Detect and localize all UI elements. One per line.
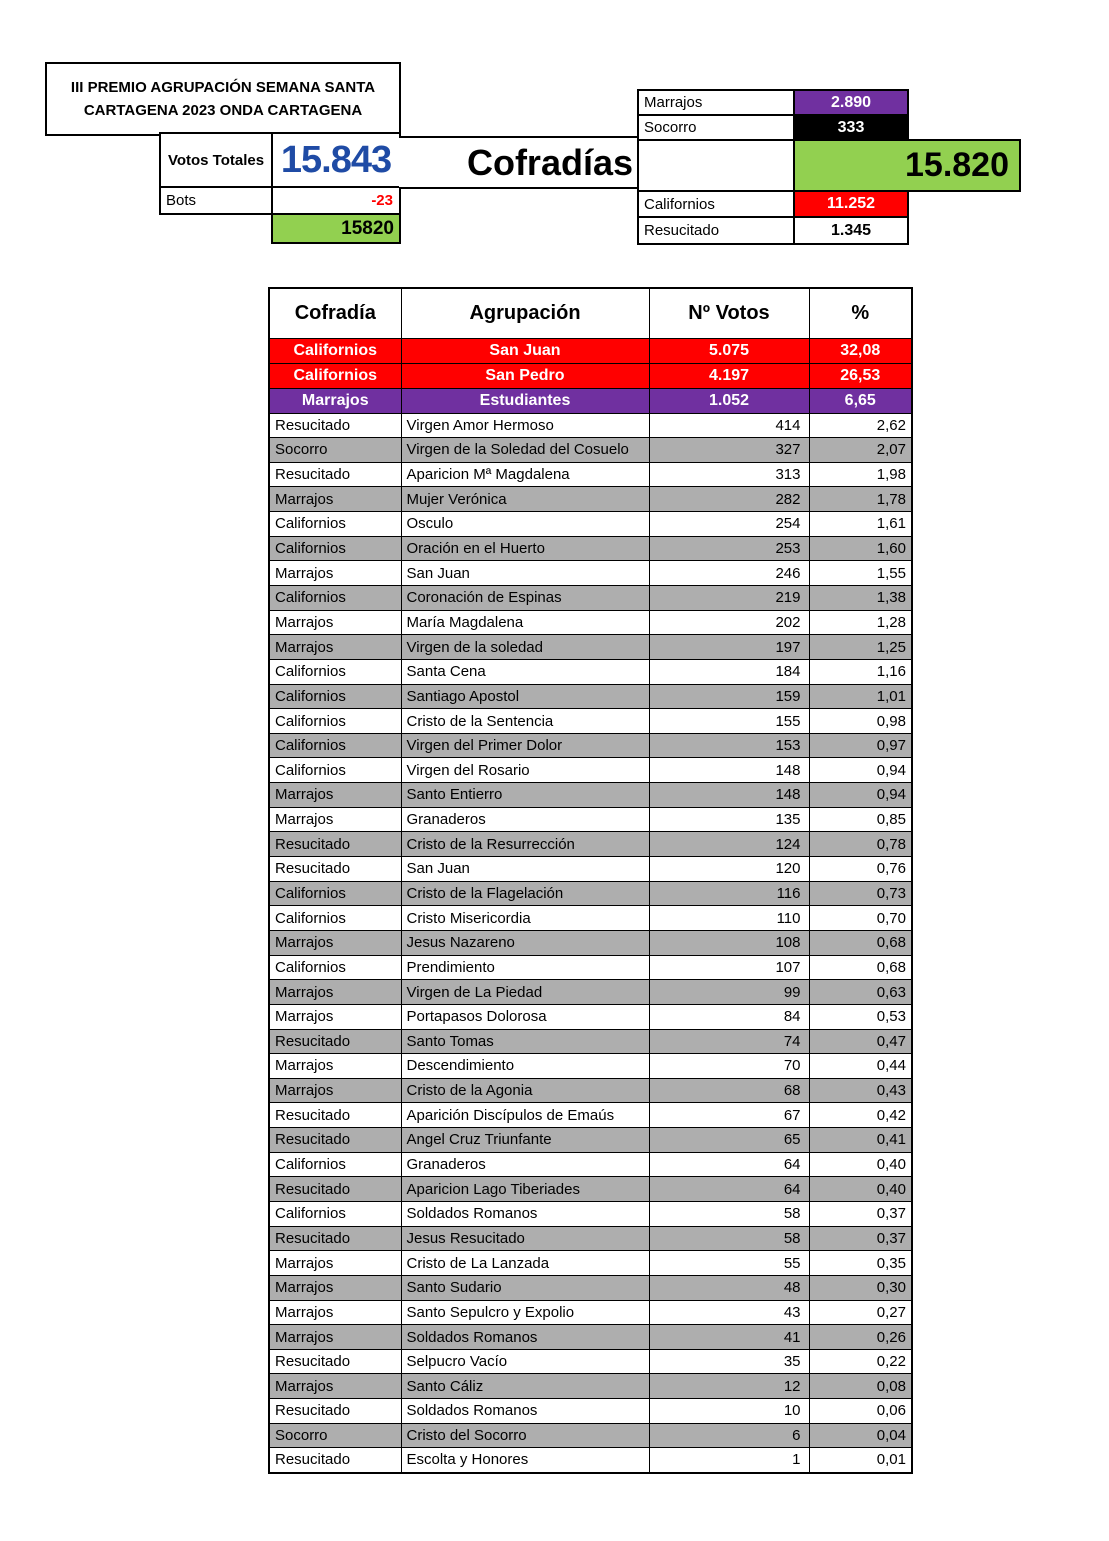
agrupacion-cell: Soldados Romanos (401, 1202, 649, 1227)
votos-cell: 1 (649, 1448, 809, 1473)
pct-cell: 0,78 (809, 832, 912, 857)
agrupacion-cell: Virgen de la soledad (401, 635, 649, 660)
votos-cell: 84 (649, 1004, 809, 1029)
agrupacion-cell: Osculo (401, 512, 649, 537)
cofradia-cell: Californios (269, 709, 401, 734)
table-row (269, 1399, 912, 1424)
agrupacion-cell: Portapasos Dolorosa (401, 1004, 649, 1029)
cofradia-cell: Marrajos (269, 610, 401, 635)
votos-cell: 219 (649, 585, 809, 610)
agrupacion-cell: Santo Sepulcro y Expolio (401, 1300, 649, 1325)
cofradia-cell: Socorro (269, 1423, 401, 1448)
votos-cell: 74 (649, 1029, 809, 1054)
votos-cell: 327 (649, 438, 809, 463)
agrupacion-cell: Aparicion Lago Tiberiades (401, 1177, 649, 1202)
agrupacion-cell: Santo Cáliz (401, 1374, 649, 1399)
cofradia-cell: Californios (269, 338, 401, 363)
bots-value: -23 (271, 186, 401, 215)
bots-label: Bots (159, 186, 273, 215)
cofradia-cell: Resucitado (269, 1103, 401, 1128)
agrupacion-cell: Aparicion Mª Magdalena (401, 462, 649, 487)
cofradia-cell: Marrajos (269, 980, 401, 1005)
table-row (269, 832, 912, 857)
table-row (269, 388, 912, 413)
table-row (269, 881, 912, 906)
summary-label-resucitado: Resucitado (637, 216, 795, 245)
votos-cell: 6 (649, 1423, 809, 1448)
votos-cell: 153 (649, 733, 809, 758)
votos-cell: 148 (649, 783, 809, 808)
pct-cell: 0,40 (809, 1152, 912, 1177)
votos-cell: 5.075 (649, 338, 809, 363)
agrupacion-cell: San Juan (401, 338, 649, 363)
pct-cell: 26,53 (809, 363, 912, 388)
cofradia-cell: Marrajos (269, 1251, 401, 1276)
table-row (269, 1029, 912, 1054)
table-row (269, 930, 912, 955)
pct-cell: 0,76 (809, 857, 912, 882)
votos-cell: 148 (649, 758, 809, 783)
pct-cell: 0,06 (809, 1399, 912, 1424)
table-row (269, 363, 912, 388)
votos-cell: 67 (649, 1103, 809, 1128)
agrupacion-cell: Santa Cena (401, 659, 649, 684)
pct-cell: 0,53 (809, 1004, 912, 1029)
votos-cell: 55 (649, 1251, 809, 1276)
pct-cell: 0,22 (809, 1349, 912, 1374)
cofradias-heading: Cofradías (399, 136, 639, 189)
table-row (269, 338, 912, 363)
agrupacion-cell: Angel Cruz Triunfante (401, 1128, 649, 1153)
page-title-line1: III PREMIO AGRUPACIÓN SEMANA SANTA (70, 78, 376, 96)
cofradia-cell: Californios (269, 733, 401, 758)
cofradia-cell: Marrajos (269, 1078, 401, 1103)
cofradia-cell: Resucitado (269, 1448, 401, 1473)
votos-cell: 12 (649, 1374, 809, 1399)
pct-cell: 0,35 (809, 1251, 912, 1276)
agrupacion-cell: Coronación de Espinas (401, 585, 649, 610)
votos-cell: 202 (649, 610, 809, 635)
results-table (268, 287, 913, 1474)
agrupacion-cell: Descendimiento (401, 1054, 649, 1079)
page-title-line2: CARTAGENA 2023 ONDA CARTAGENA (83, 102, 363, 119)
agrupacion-cell: Granaderos (401, 807, 649, 832)
agrupacion-cell: Soldados Romanos (401, 1325, 649, 1350)
agrupacion-cell: Cristo de la Sentencia (401, 709, 649, 734)
agrupacion-cell: Virgen de la Soledad del Cosuelo (401, 438, 649, 463)
summary-value-marrajos: 2.890 (793, 89, 909, 116)
table-row (269, 807, 912, 832)
table-row (269, 709, 912, 734)
table-row (269, 733, 912, 758)
pct-cell: 1,16 (809, 659, 912, 684)
pct-cell: 1,38 (809, 585, 912, 610)
agrupacion-cell: Jesus Resucitado (401, 1226, 649, 1251)
table-row (269, 1103, 912, 1128)
table-row (269, 1448, 912, 1473)
agrupacion-cell: Virgen Amor Hermoso (401, 413, 649, 438)
pct-cell: 1,61 (809, 512, 912, 537)
pct-cell: 1,55 (809, 561, 912, 586)
votos-cell: 99 (649, 980, 809, 1005)
pct-cell: 0,43 (809, 1078, 912, 1103)
votos-cell: 110 (649, 906, 809, 931)
pct-cell: 0,47 (809, 1029, 912, 1054)
table-row (269, 413, 912, 438)
votos-cell: 70 (649, 1054, 809, 1079)
table-row (269, 1177, 912, 1202)
table-row (269, 1325, 912, 1350)
pct-cell: 0,41 (809, 1128, 912, 1153)
cofradia-cell: Marrajos (269, 1275, 401, 1300)
pct-cell: 1,01 (809, 684, 912, 709)
votos-cell: 65 (649, 1128, 809, 1153)
header-cofradia: Cofradía (269, 288, 401, 338)
pct-cell: 32,08 (809, 338, 912, 363)
cofradia-cell: Marrajos (269, 930, 401, 955)
cofradia-cell: Californios (269, 363, 401, 388)
cofradia-cell: Resucitado (269, 1128, 401, 1153)
pct-cell: 6,65 (809, 388, 912, 413)
votos-cell: 68 (649, 1078, 809, 1103)
cofradia-cell: Resucitado (269, 1029, 401, 1054)
agrupacion-cell: Aparición Discípulos de Emaús (401, 1103, 649, 1128)
table-row (269, 462, 912, 487)
header-agrupacion: Agrupación (401, 288, 649, 338)
table-row (269, 857, 912, 882)
votos-cell: 107 (649, 955, 809, 980)
votos-cell: 41 (649, 1325, 809, 1350)
cofradia-cell: Resucitado (269, 1349, 401, 1374)
votos-cell: 246 (649, 561, 809, 586)
votos-cell: 108 (649, 930, 809, 955)
cofradia-cell: Californios (269, 906, 401, 931)
pct-cell: 0,68 (809, 955, 912, 980)
cofradia-cell: Marrajos (269, 783, 401, 808)
cofradia-cell: Resucitado (269, 462, 401, 487)
agrupacion-cell: Oración en el Huerto (401, 536, 649, 561)
pct-cell: 2,62 (809, 413, 912, 438)
pct-cell: 0,63 (809, 980, 912, 1005)
votos-cell: 254 (649, 512, 809, 537)
table-row (269, 1349, 912, 1374)
table-row (269, 1152, 912, 1177)
net-votes-value: 15820 (271, 213, 401, 244)
table-row (269, 1226, 912, 1251)
cofradia-cell: Marrajos (269, 561, 401, 586)
agrupacion-cell: María Magdalena (401, 610, 649, 635)
summary-value-californios: 11.252 (793, 190, 909, 218)
votos-cell: 64 (649, 1152, 809, 1177)
votos-cell: 4.197 (649, 363, 809, 388)
agrupacion-cell: Cristo del Socorro (401, 1423, 649, 1448)
cofradia-cell: Californios (269, 1152, 401, 1177)
agrupacion-cell: Cristo de la Flagelación (401, 881, 649, 906)
agrupacion-cell: Santiago Apostol (401, 684, 649, 709)
cofradia-cell: Californios (269, 536, 401, 561)
cofradia-cell: Marrajos (269, 388, 401, 413)
pct-cell: 0,27 (809, 1300, 912, 1325)
cofradia-cell: Californios (269, 585, 401, 610)
agrupacion-cell: Cristo de la Resurrección (401, 832, 649, 857)
summary-empty-cell (637, 139, 795, 192)
summary-value-socorro: 333 (793, 114, 909, 141)
votos-totales-value: 15.843 (271, 132, 401, 188)
votos-cell: 58 (649, 1202, 809, 1227)
table-row (269, 610, 912, 635)
pct-cell: 1,25 (809, 635, 912, 660)
pct-cell: 0,30 (809, 1275, 912, 1300)
agrupacion-cell: Cristo de La Lanzada (401, 1251, 649, 1276)
votos-cell: 155 (649, 709, 809, 734)
table-row (269, 1251, 912, 1276)
table-row (269, 512, 912, 537)
votos-cell: 116 (649, 881, 809, 906)
pct-cell: 0,37 (809, 1202, 912, 1227)
pct-cell: 2,07 (809, 438, 912, 463)
cofradia-cell: Marrajos (269, 1325, 401, 1350)
pct-cell: 0,44 (809, 1054, 912, 1079)
agrupacion-cell: Cristo Misericordia (401, 906, 649, 931)
cofradia-cell: Marrajos (269, 807, 401, 832)
agrupacion-cell: Virgen de La Piedad (401, 980, 649, 1005)
cofradia-cell: Resucitado (269, 857, 401, 882)
pct-cell: 0,70 (809, 906, 912, 931)
table-row (269, 561, 912, 586)
header-pct: % (809, 288, 912, 338)
results-header-row (269, 288, 912, 338)
table-row (269, 1078, 912, 1103)
pct-cell: 0,01 (809, 1448, 912, 1473)
pct-cell: 0,94 (809, 783, 912, 808)
table-row (269, 906, 912, 931)
votos-cell: 159 (649, 684, 809, 709)
table-row (269, 758, 912, 783)
table-row (269, 1004, 912, 1029)
agrupacion-cell: Estudiantes (401, 388, 649, 413)
votos-cell: 253 (649, 536, 809, 561)
cofradia-cell: Californios (269, 512, 401, 537)
cofradia-cell: Resucitado (269, 1177, 401, 1202)
table-row (269, 1128, 912, 1153)
pct-cell: 0,26 (809, 1325, 912, 1350)
pct-cell: 0,37 (809, 1226, 912, 1251)
cofradia-cell: Resucitado (269, 413, 401, 438)
summary-label-californios: Californios (637, 190, 795, 218)
cofradia-cell: Marrajos (269, 635, 401, 660)
results-table-body (269, 338, 912, 1473)
summary-value-resucitado: 1.345 (793, 216, 909, 245)
votos-cell: 120 (649, 857, 809, 882)
cofradia-cell: Californios (269, 659, 401, 684)
table-row (269, 1374, 912, 1399)
pct-cell: 0,98 (809, 709, 912, 734)
table-row (269, 438, 912, 463)
pct-cell: 1,60 (809, 536, 912, 561)
pct-cell: 0,97 (809, 733, 912, 758)
cofradia-cell: Marrajos (269, 1374, 401, 1399)
votos-cell: 197 (649, 635, 809, 660)
cofradia-cell: Californios (269, 684, 401, 709)
table-row (269, 536, 912, 561)
agrupacion-cell: Soldados Romanos (401, 1399, 649, 1424)
table-row (269, 1202, 912, 1227)
agrupacion-cell: San Pedro (401, 363, 649, 388)
pct-cell: 0,42 (809, 1103, 912, 1128)
cofradia-cell: Resucitado (269, 832, 401, 857)
votos-cell: 10 (649, 1399, 809, 1424)
agrupacion-cell: Selpucro Vacío (401, 1349, 649, 1374)
agrupacion-cell: Mujer Verónica (401, 487, 649, 512)
agrupacion-cell: San Juan (401, 857, 649, 882)
table-row (269, 635, 912, 660)
table-row (269, 1054, 912, 1079)
votos-cell: 135 (649, 807, 809, 832)
table-row (269, 1275, 912, 1300)
pct-cell: 1,28 (809, 610, 912, 635)
agrupacion-cell: Escolta y Honores (401, 1448, 649, 1473)
votos-cell: 35 (649, 1349, 809, 1374)
page-title (45, 62, 401, 136)
agrupacion-cell: Cristo de la Agonia (401, 1078, 649, 1103)
votos-cell: 64 (649, 1177, 809, 1202)
cofradia-cell: Resucitado (269, 1226, 401, 1251)
votos-cell: 48 (649, 1275, 809, 1300)
table-row (269, 1423, 912, 1448)
cofradia-cell: Californios (269, 955, 401, 980)
agrupacion-cell: Santo Sudario (401, 1275, 649, 1300)
cofradia-cell: Californios (269, 758, 401, 783)
agrupacion-cell: Granaderos (401, 1152, 649, 1177)
pct-cell: 0,40 (809, 1177, 912, 1202)
table-row (269, 980, 912, 1005)
cofradia-cell: Californios (269, 1202, 401, 1227)
table-row (269, 585, 912, 610)
cofradia-cell: Californios (269, 881, 401, 906)
header-votos: Nº Votos (649, 288, 809, 338)
cofradia-cell: Marrajos (269, 1004, 401, 1029)
table-row (269, 487, 912, 512)
votos-cell: 43 (649, 1300, 809, 1325)
cofradia-cell: Marrajos (269, 1300, 401, 1325)
votos-cell: 58 (649, 1226, 809, 1251)
pct-cell: 0,68 (809, 930, 912, 955)
votos-cell: 1.052 (649, 388, 809, 413)
agrupacion-cell: Prendimiento (401, 955, 649, 980)
pct-cell: 0,73 (809, 881, 912, 906)
agrupacion-cell: Santo Entierro (401, 783, 649, 808)
votos-totales-label: Votos Totales (159, 132, 273, 188)
agrupacion-cell: Virgen del Primer Dolor (401, 733, 649, 758)
pct-cell: 1,78 (809, 487, 912, 512)
agrupacion-cell: Santo Tomas (401, 1029, 649, 1054)
pct-cell: 1,98 (809, 462, 912, 487)
summary-label-socorro: Socorro (637, 114, 795, 141)
summary-grand-total: 15.820 (793, 139, 1021, 192)
votos-cell: 124 (649, 832, 809, 857)
agrupacion-cell: Jesus Nazareno (401, 930, 649, 955)
table-row (269, 684, 912, 709)
pct-cell: 0,85 (809, 807, 912, 832)
votos-cell: 414 (649, 413, 809, 438)
table-row (269, 659, 912, 684)
summary-label-marrajos: Marrajos (637, 89, 795, 116)
agrupacion-cell: Virgen del Rosario (401, 758, 649, 783)
table-row (269, 783, 912, 808)
pct-cell: 0,94 (809, 758, 912, 783)
cofradia-cell: Marrajos (269, 487, 401, 512)
agrupacion-cell: San Juan (401, 561, 649, 586)
votos-cell: 282 (649, 487, 809, 512)
pct-cell: 0,08 (809, 1374, 912, 1399)
table-row (269, 1300, 912, 1325)
pct-cell: 0,04 (809, 1423, 912, 1448)
votos-cell: 313 (649, 462, 809, 487)
cofradia-cell: Marrajos (269, 1054, 401, 1079)
cofradia-cell: Resucitado (269, 1399, 401, 1424)
table-row (269, 955, 912, 980)
cofradia-cell: Socorro (269, 438, 401, 463)
votos-cell: 184 (649, 659, 809, 684)
